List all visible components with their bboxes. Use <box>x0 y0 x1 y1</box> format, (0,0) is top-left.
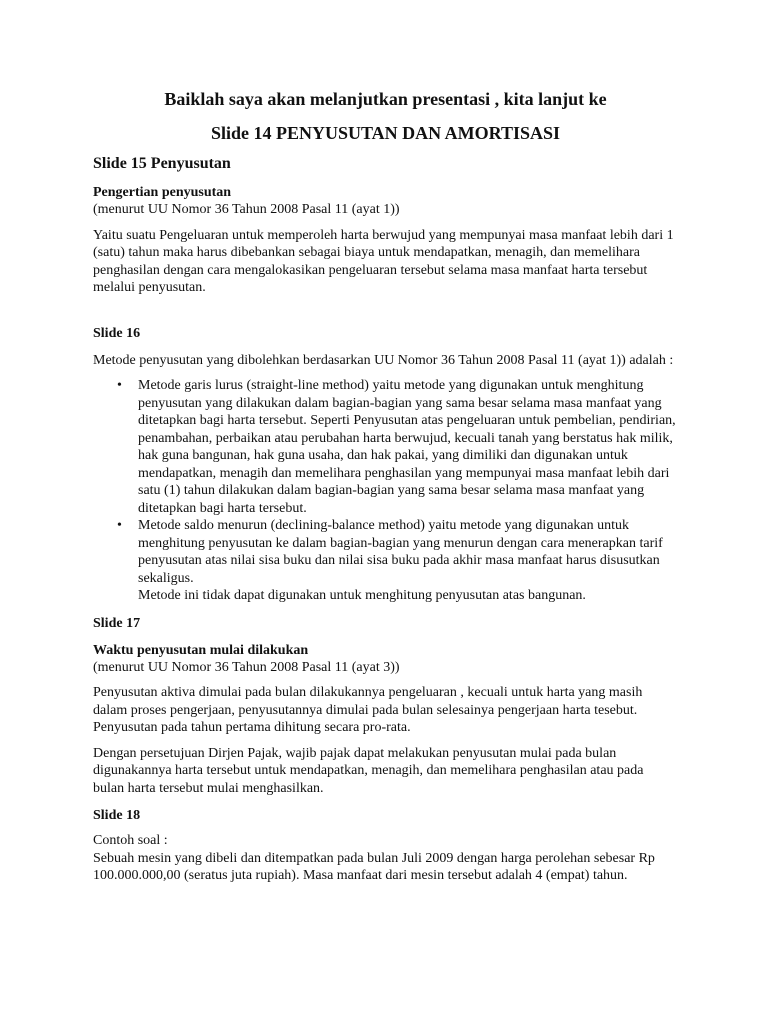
slide-17-subheading: Waktu penyusutan mulai dilakukan <box>93 642 309 658</box>
slide-16-intro: Metode penyusutan yang dibolehkan berdasarkan UU Nomor 36 Tahun 2008 Pasal 11 (ayat 1)) adalah : <box>93 352 674 368</box>
depreciation-methods-list <box>93 377 678 605</box>
slide-18-heading: Slide 18 <box>93 808 141 823</box>
slide-17-reference: (menurut UU Nomor 36 Tahun 2008 Pasal 11 (ayat 3)) <box>93 659 400 675</box>
document-intro-line: Baiklah saya akan melanjutkan presentasi , kita lanjut ke <box>164 89 607 109</box>
slide-17-paragraph-2: Dengan persetujuan Dirjen Pajak, wajib pajak dapat melakukan penyusutan mulai pada bulan digunakannya harta tersebut untuk mendapatkan, menagih, dan memelihara penghasilan atau pada bulan harta tersebut mulai menghasilkan. <box>93 745 644 796</box>
bullet-icon: • <box>117 518 122 533</box>
slide-16-heading: Slide 16 <box>93 325 141 341</box>
document-page <box>93 88 678 893</box>
slide-18-body: Sebuah mesin yang dibeli dan ditempatkan pada bulan Juli 2009 dengan harga perolehan sebesar Rp 100.000.000,00 (seratus juta rupiah). Masa manfaat dari mesin tersebut adalah 4 (empat) tahun. <box>93 850 655 883</box>
slide-17-heading: Slide 17 <box>93 615 141 631</box>
list-item-note: Metode ini tidak dapat digunakan untuk menghitung penyusutan atas bangunan. <box>138 588 586 603</box>
slide-15-reference: (menurut UU Nomor 36 Tahun 2008 Pasal 11 (ayat 1)) <box>93 202 400 217</box>
list-item-text: Metode garis lurus (straight-line method) yaitu metode yang digunakan untuk menghitung penyusutan yang dilakukan dalam bagian-bagian yang sama besar selama masa manfaat yang ditetapkan bagi harta tersebut. Seperti Penyusutan atas pengeluaran untuk pembelian, pendirian, penambahan, perbaikan atau perubahan harta berwujud, kecuali tanah yang berstatus hak milik, hak guna bangunan, hak guna usaha, dan hak pakai, yang dimiliki dan digunakan untuk mendapatkan, menagih dan memelihara penghasilan yang mempunyai masa manfaat lebih dari satu (1) tahun dilakukan dalam bagian-bagian yang sama besar selama masa manfaat yang ditetapkan bagi harta tersebut. <box>138 378 676 516</box>
slide-15-body: Yaitu suatu Pengeluaran untuk memperoleh harta berwujud yang mempunyai masa manfaat lebih dari 1 (satu) tahun maka harus dibebankan sebagai biaya untuk mendapatkan, menagih, dan memelihara penghasilan dengan cara mengalokasikan pengeluaran tersebut selama masa manfaat harta tersebut melalui penyusutan. <box>93 227 674 295</box>
slide-15-heading: Slide 15 Penyusutan <box>93 155 231 172</box>
slide-15-subheading: Pengertian penyusutan <box>93 185 232 200</box>
bullet-icon: • <box>117 378 122 393</box>
list-item <box>93 377 678 517</box>
list-item <box>93 517 678 605</box>
slide-17-paragraph-1: Penyusutan aktiva dimulai pada bulan dilakukannya pengeluaran , kecuali untuk harta yang masih dalam proses pengerjaan, penyusutannya dimulai pada bulan selesainya pengerjaan harta tesebut. Penyusutan pada tahun pertama dihitung secara pro-rata. <box>93 685 643 735</box>
document-title: Slide 14 PENYUSUTAN DAN AMORTISASI <box>210 123 561 143</box>
slide-18-label: Contoh soal : <box>93 833 168 848</box>
list-item-text: Metode saldo menurun (declining-balance method) yaitu metode yang digunakan untuk menghitung penyusutan ke dalam bagian-bagian yang menurun dengan cara menerapkan tarif penyusutan atas nilai sisa buku dan nilai sisa buku pada akhir masa manfaat harus disusutkan sekaligus. <box>138 518 663 586</box>
